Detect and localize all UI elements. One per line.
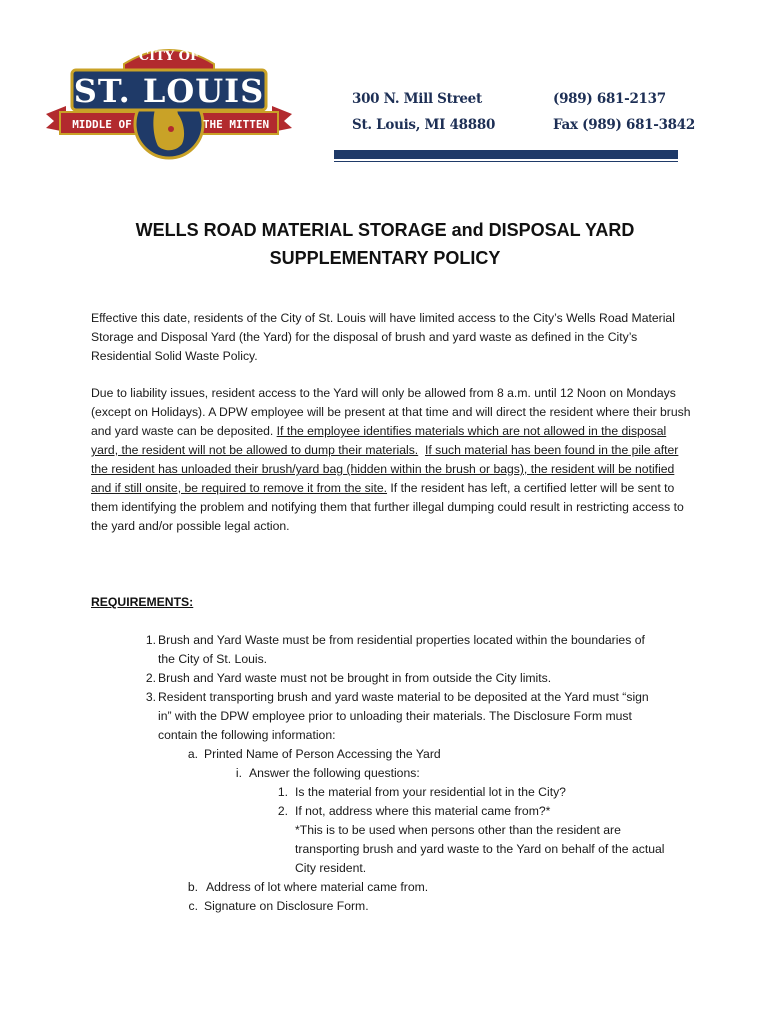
liability-text-1: Due to liability issues, resident access to the Yard will only be allowed from 8 a.m. until 12 Noon on Mondays (except on Holidays). A DPW employee will be present at that time and will direct the resident where their brush and yard waste can be deposited.: [91, 386, 691, 438]
liability-text-2: If the resident has left, a certified letter will be sent to them identifying the problem and notifying them that further illegal dumping could result in restricting access to the yard and/or possible legal action.: [91, 481, 684, 533]
intro-paragraph: Effective this date, residents of the City of St. Louis will have limited access to the City’s Wells Road Material Storage and Disposal Yard (the Yard) for the disposal of brush and yard waste as defined in the City’s Residential Solid Waste Policy.: [91, 311, 675, 363]
sub-a-marker: a.: [187, 747, 198, 761]
liability-gap: [418, 443, 425, 457]
sub-i-text: Answer the following questions:: [249, 766, 420, 780]
question-1-marker: 1.: [277, 785, 288, 799]
sub-b-marker: b.: [187, 880, 198, 894]
item-1-text: Brush and Yard Waste must be from residential properties located within the boundaries of the City of St. Louis.: [158, 633, 645, 666]
item-2-text: Brush and Yard waste must not be brought in from outside the City limits.: [158, 671, 552, 685]
logo-banner-right-text: THE MITTEN: [202, 118, 270, 131]
title-line-1: WELLS ROAD MATERIAL STORAGE and DISPOSAL YARD: [135, 220, 635, 240]
footnote-text: *This is to be used when persons other than the resident are transporting brush and yard waste to the Yard on behalf of the actual City resident.: [295, 823, 665, 875]
liability-paragraph: [91, 384, 691, 536]
question-2-text: If not, address where this material came from?*: [295, 804, 551, 818]
sub-a-text: Printed Name of Person Accessing the Yard: [204, 747, 441, 761]
document-page: CITY OF ST. LOUIS MIDDLE OF THE MITTEN 300 N. Mill Street St. Louis, MI 48880 (989) 681-2137 Fax (989) 681-3842 WELLS ROAD MATERIAL STORAGE and DISPOSAL YARD SUPPLEMENTARY POLICY Effective this date, residents of the City of St. Louis will have limited access to the City’s Wells Road Material Storage and Disposal Yard (the Yard) for the disposal of brush and yard waste as defined in the City’s Residential Solid Waste Policy. Due to liability issues, resident access to the Yard will only be allowed from 8 a.m. until 12 Noon on Mondays (except on Holidays). A DPW employee will be present at that time and will direct the resident where their brush and yard waste can be deposited. If the employee identifies materials which are not allowed in the disposal yard, the resident will not be allowed to dump their materials. If such material has been found in the pile after the resident has unloaded their brush/yard bag (hidden within the brush or bags), the resident will be notified and if still onsite, be required to remove it from the site. If the resident has left, a certified letter will be sent to them identifying the problem and notifying them that further illegal dumping could result in restricting access to the yard and/or possible legal action. REQUIREMENTS: 1. Brush and Yard Waste must be from residential properties located within the boundaries of the City of St. Louis. 2. Brush and Yard waste must not be brought in from outside the City limits. 3. Resident transporting brush and yard waste material to be deposited at the Yard must “sign in” with the DPW employee prior to unloading their materials. The Disclosure Form must contain the following information: a. Printed Name of Person Accessing the Yard i. Answer the following questions: 1. Is the material from your residential lot in the City? 2. If not, address where this material came from?* *This is to be used when persons other than the resident are transporting brush and yard waste to the Yard on behalf of the actual City resident. b. Address of lot where material came from. c. Signature on Disclosure Form.: [0, 0, 770, 1024]
logo-top-text: CITY OF: [138, 49, 200, 64]
question-1-text: Is the material from your residential lot in the City?: [295, 785, 566, 799]
address-street: 300 N. Mill Street: [352, 91, 482, 107]
sub-c-marker: c.: [188, 899, 198, 913]
liability-underlined-2: If such material has been found in the pile after the resident has unloaded their brush/yard bag (hidden within the brush or bags), the resident will be notified and if still onsite, be required to remove it from the site.: [91, 443, 679, 495]
liability-underlined-1: If the employee identifies materials which are not allowed in the disposal yard, the resident will not be allowed to dump their materials.: [91, 424, 667, 457]
address-block: [352, 90, 495, 142]
logo-banner-left-text: MIDDLE OF: [72, 118, 132, 131]
requirements-heading: REQUIREMENTS:: [91, 595, 194, 609]
fax-number: Fax (989) 681-3842: [553, 117, 695, 133]
phone-number: (989) 681-2137: [553, 91, 666, 107]
logo-main-text: ST. LOUIS: [73, 72, 265, 110]
sub-i-marker: i.: [235, 766, 242, 780]
sub-b-text: Address of lot where material came from.: [206, 880, 429, 894]
document-title: [60, 216, 710, 272]
item-3-text: Resident transporting brush and yard waste material to be deposited at the Yard must “sign in” with the DPW employee prior to unloading their materials. The Disclosure Form must contain the following information:: [158, 690, 649, 742]
city-logo: [44, 34, 294, 162]
sub-c-text: Signature on Disclosure Form.: [204, 899, 369, 913]
letterhead-rule: [334, 150, 678, 159]
letterhead-rule-thin: [334, 161, 678, 162]
question-2-marker: 2.: [277, 804, 288, 818]
phone-block: [553, 90, 695, 142]
title-line-2: SUPPLEMENTARY POLICY: [269, 248, 501, 268]
location-dot-icon: [168, 126, 174, 132]
address-city: St. Louis, MI 48880: [352, 117, 496, 133]
